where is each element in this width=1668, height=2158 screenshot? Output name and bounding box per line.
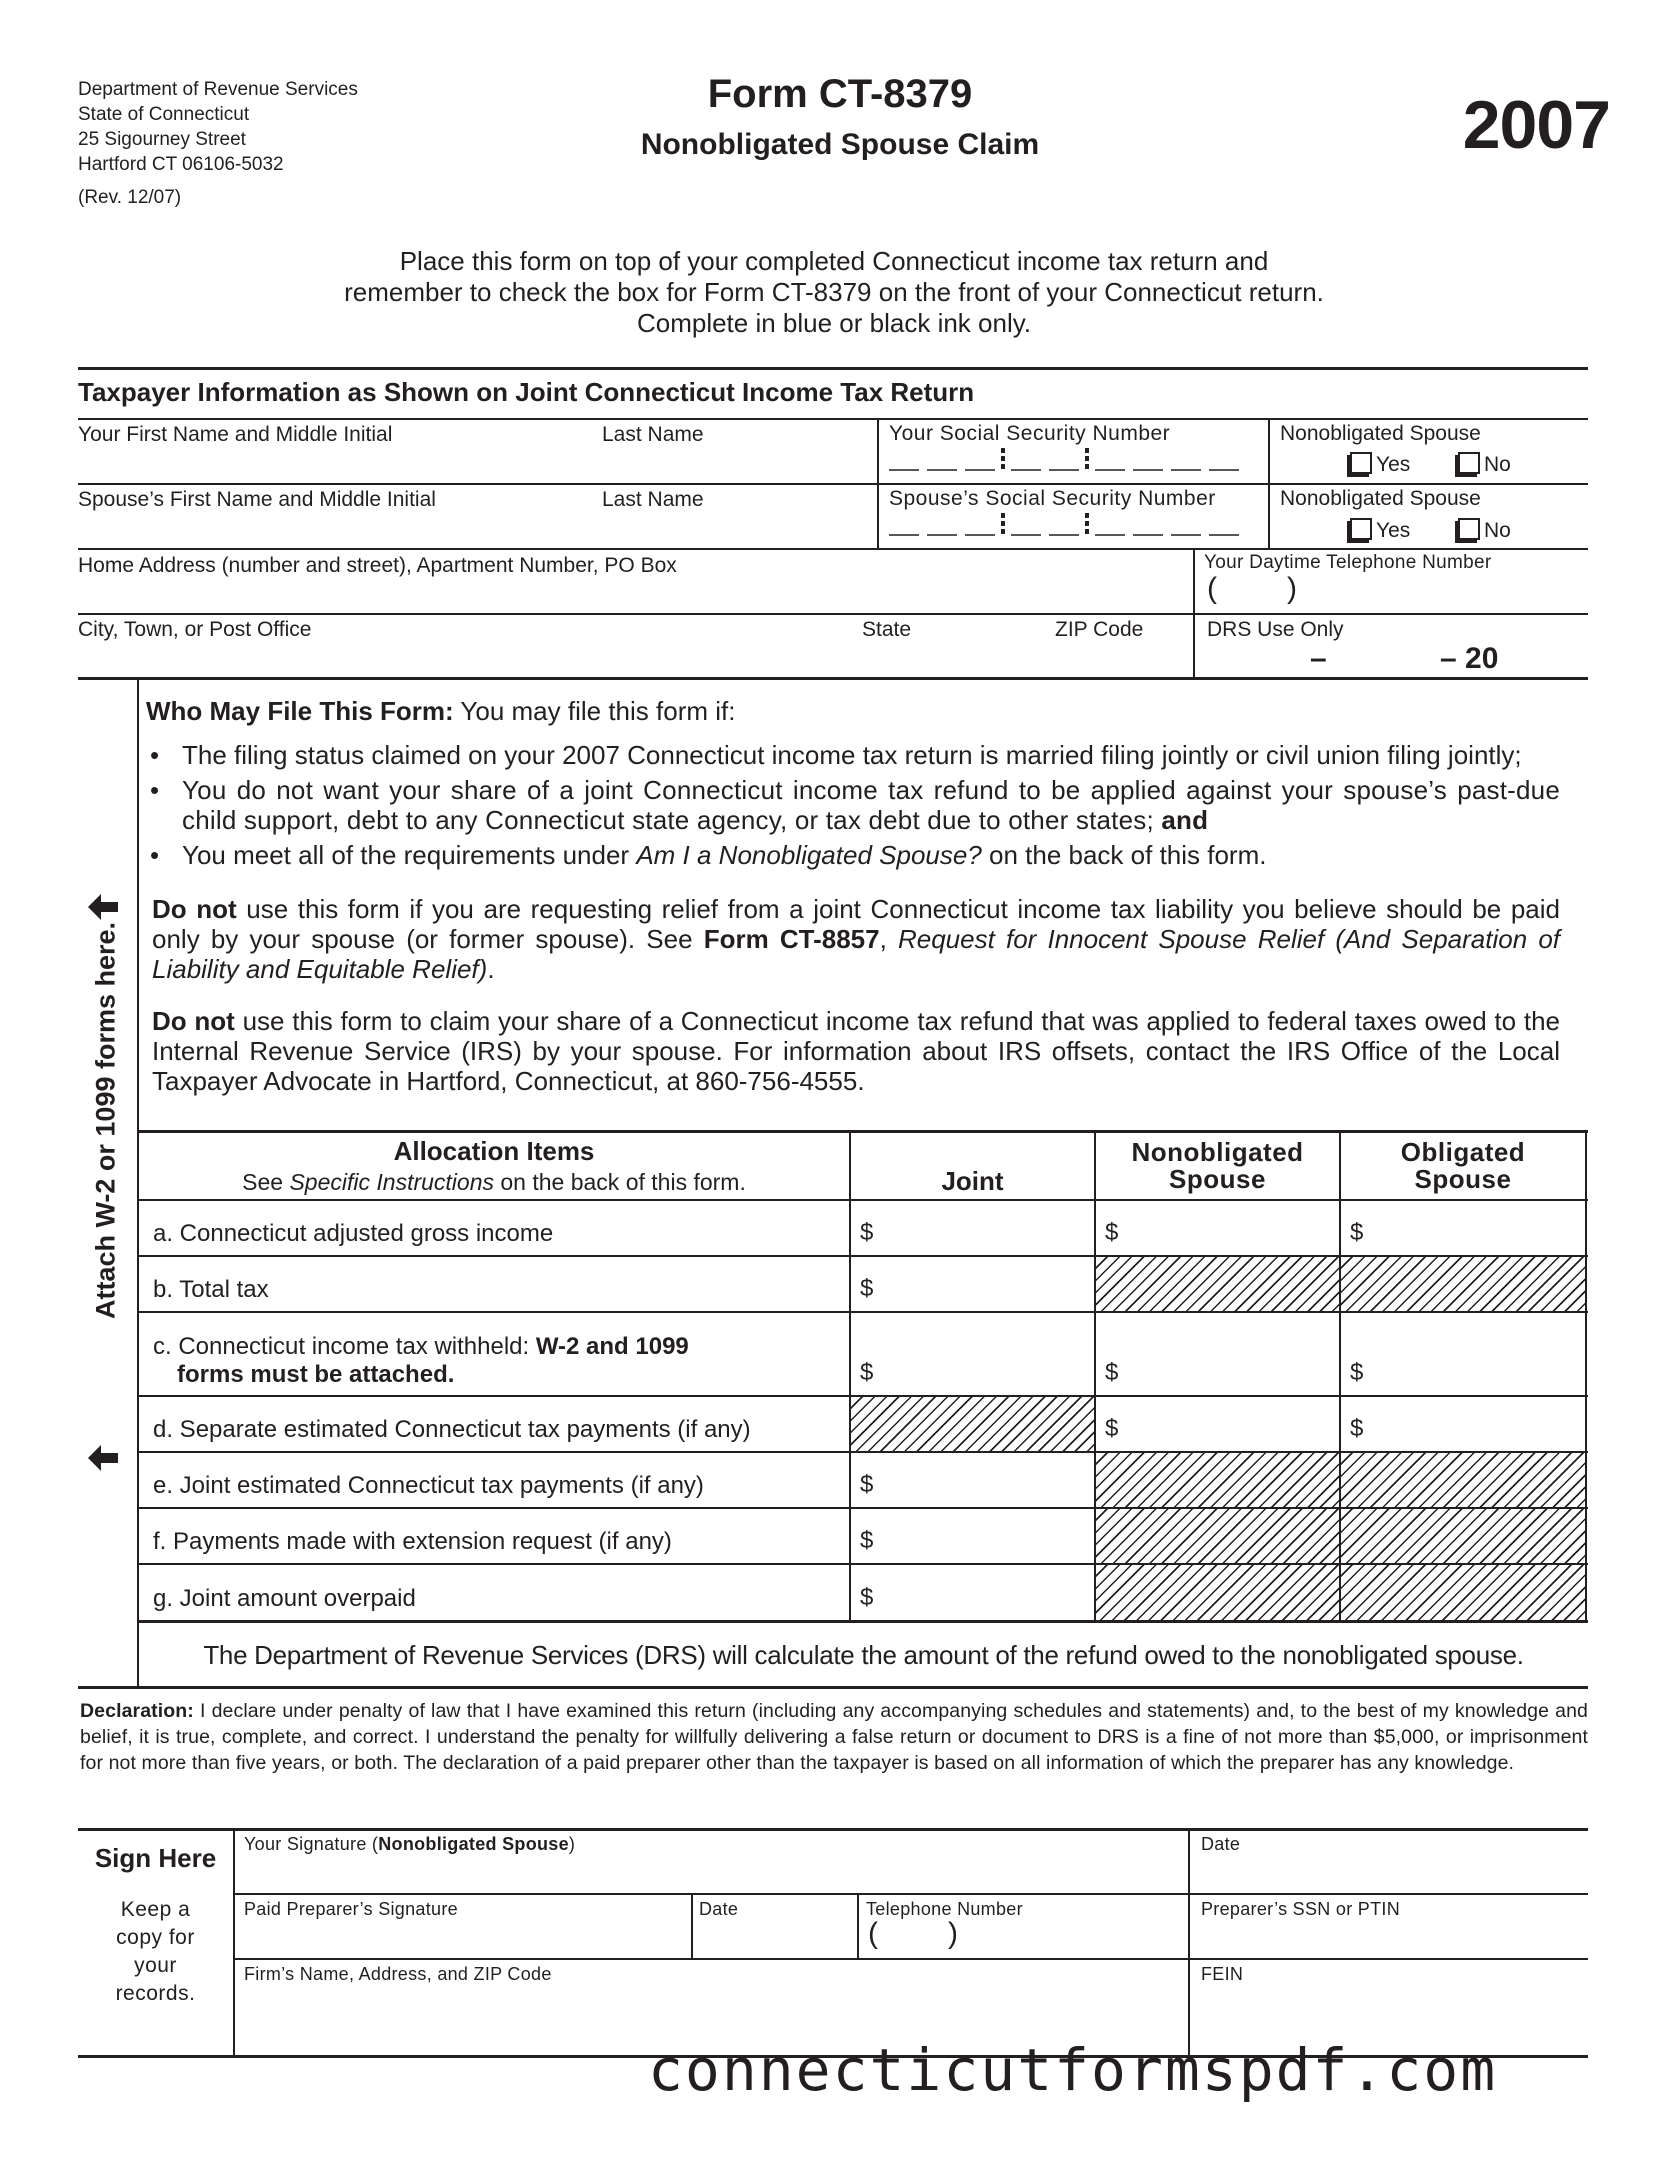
- col-header-obligated: [1341, 1139, 1585, 1193]
- firm-name-address-field[interactable]: Firm’s Name, Address, and ZIP Code: [244, 1964, 552, 1984]
- col-title-line: Spouse: [1414, 1164, 1512, 1194]
- col-title-line: Obligated: [1400, 1137, 1526, 1167]
- drs-year-suffix: – 20: [1440, 642, 1499, 675]
- spouse-first-name-field[interactable]: Spouse’s First Name and Middle Initial: [78, 488, 436, 511]
- revision: (Rev. 12/07): [78, 187, 182, 208]
- row-e-label: e. Joint estimated Connecticut tax payments (if any): [153, 1472, 704, 1499]
- text-italic: Specific Instructions: [289, 1169, 494, 1195]
- heading-rest: You may file this form if:: [453, 696, 736, 726]
- divider: [1188, 1830, 1190, 2055]
- intro-line: Place this form on top of your completed Connecticut income tax return and: [399, 246, 1269, 276]
- divider: [233, 1893, 1588, 1895]
- row-c-obligated-input[interactable]: $: [1350, 1359, 1364, 1386]
- paren: ): [1287, 572, 1297, 605]
- text-part: Your Signature (: [244, 1834, 379, 1854]
- preparer-telephone-field[interactable]: [868, 1917, 958, 1951]
- yes-label: Yes: [1376, 519, 1411, 542]
- row-g-joint-input[interactable]: $: [860, 1584, 874, 1611]
- nonobligated-spouse-label: Nonobligated Spouse: [1280, 422, 1481, 445]
- intro-line: remember to check the box for Form CT-8379 on the front of your Connecticut return.: [344, 277, 1324, 307]
- divider: [233, 1958, 1588, 1960]
- divider: [139, 1620, 1588, 1623]
- bullet-text-bold: and: [1161, 805, 1209, 835]
- row-c-joint-input[interactable]: $: [860, 1359, 874, 1386]
- no-label: No: [1484, 453, 1511, 476]
- row-c-label: [153, 1333, 689, 1389]
- col-header-items: [139, 1136, 849, 1196]
- row-a-nonobligated-input[interactable]: $: [1105, 1219, 1119, 1246]
- row-f-label: f. Payments made with extension request (if any): [153, 1528, 672, 1555]
- checkbox-icon[interactable]: [1350, 518, 1372, 540]
- sign-here-heading: Sign Here: [94, 1843, 217, 1873]
- hatched-cell: [1341, 1565, 1585, 1620]
- agency-line: State of Connecticut: [78, 104, 250, 125]
- spouse-nonobligated-yes[interactable]: [1350, 518, 1410, 543]
- refund-calculation-note: The Department of Revenue Services (DRS) will calculate the amount of the refund owed to the nonobligated spouse.: [203, 1640, 1524, 1670]
- hatched-cell: [1096, 1453, 1339, 1507]
- divider: [233, 1830, 235, 2055]
- first-name-field[interactable]: Your First Name and Middle Initial: [78, 423, 393, 446]
- preparer-date-field[interactable]: Date: [699, 1899, 739, 1919]
- spouse-last-name-field[interactable]: Last Name: [602, 488, 704, 511]
- nonobligated-no[interactable]: [1458, 452, 1511, 477]
- hatched-cell: [1341, 1257, 1585, 1311]
- divider: [877, 418, 879, 548]
- agency-line: Hartford CT 06106-5032: [78, 154, 284, 175]
- col-subtitle: [139, 1169, 849, 1196]
- row-a-obligated-input[interactable]: $: [1350, 1219, 1364, 1246]
- watermark: connecticutformspdf.com: [648, 2036, 1498, 2104]
- text-part: on the back of this form.: [494, 1169, 746, 1195]
- divider: [78, 1686, 1588, 1689]
- attach-forms-note: Attach W-2 or 1099 forms here.: [90, 921, 121, 1320]
- drs-use-only-label: DRS Use Only: [1207, 618, 1344, 641]
- form-reference: Form CT-8857: [703, 924, 880, 954]
- bullet-item: • The filing status claimed on your 2007 Connecticut income tax return is married filing jointly or civil union filing jointly;: [150, 740, 1522, 770]
- bullet-text-main: You do not want your share of a joint Connecticut income tax refund to be applied against your spouse’s past-due child support, debt to any Connecticut state agency, or tax debt due to other states;: [182, 775, 1560, 835]
- bullet-text: The filing status claimed on your 2007 Connecticut income tax return is married filing jointly or civil union filing jointly;: [182, 740, 1522, 770]
- divider: [139, 1130, 1588, 1133]
- text-part: use this form to claim your share of a Connecticut income tax refund that was applied to federal taxes owed to the Internal Revenue Service (IRS) by your spouse. For information about IRS offsets, contact the IRS Office of the Local Taxpayer Advocate in Hartford, Connecticut, at 860-756-4555.: [152, 1006, 1560, 1096]
- row-d-obligated-input[interactable]: $: [1350, 1415, 1364, 1442]
- text-part: ,: [879, 924, 898, 954]
- bullet-text: [182, 775, 1560, 835]
- divider: [1193, 548, 1195, 679]
- divider: [78, 548, 1588, 550]
- text-part: c. Connecticut income tax withheld:: [153, 1333, 536, 1360]
- divider: [78, 483, 1588, 485]
- row-g-label: g. Joint amount overpaid: [153, 1585, 416, 1612]
- agency-line: 25 Sigourney Street: [78, 129, 246, 150]
- divider: [78, 613, 1588, 615]
- do-not-bold: Do not: [152, 894, 237, 924]
- ssn-label: Your Social Security Number: [889, 422, 1171, 445]
- signature-date-field[interactable]: Date: [1201, 1834, 1241, 1854]
- text-part: use this form if you are requesting relief from a joint Connecticut income tax liability you believe should be paid only by your spouse (or former spouse). See: [152, 894, 1560, 954]
- row-c-nonobligated-input[interactable]: $: [1105, 1359, 1119, 1386]
- no-label: No: [1484, 519, 1511, 542]
- agency-address: [78, 77, 358, 177]
- hatched-cell: [1096, 1257, 1339, 1311]
- note-line: copy for: [116, 1926, 195, 1949]
- divider: [139, 1199, 1588, 1201]
- declaration: [80, 1698, 1588, 1776]
- row-a-joint-input[interactable]: $: [860, 1219, 874, 1246]
- divider: [691, 1893, 693, 1958]
- row-b-label: b. Total tax: [153, 1276, 269, 1303]
- form-title: Form CT-8379: [707, 72, 973, 116]
- text-bold: W-2 and 1099: [535, 1333, 689, 1360]
- bullet-item: • You meet all of the requirements under Am I a Nonobligated Spouse? on the back of this form.: [150, 840, 1267, 870]
- bullet-text-part: on the back of this form.: [981, 840, 1267, 870]
- note-line: your: [134, 1954, 177, 1977]
- hatched-cell: [1341, 1509, 1585, 1563]
- do-not-bold: Do not: [152, 1006, 235, 1036]
- last-name-field[interactable]: Last Name: [602, 423, 704, 446]
- row-d-nonobligated-input[interactable]: $: [1105, 1415, 1119, 1442]
- preparer-telephone-label: Telephone Number: [866, 1899, 1023, 1919]
- text-bold: Nonobligated Spouse: [378, 1834, 569, 1854]
- preparer-ssn-field[interactable]: Preparer’s SSN or PTIN: [1201, 1899, 1400, 1919]
- bullet-text: [182, 840, 1266, 870]
- agency-line: Department of Revenue Services: [78, 79, 358, 100]
- who-may-file-heading: [146, 696, 735, 727]
- form-title-italic: Request for Innocent Spouse Relief (And Separation of Liability and Equitable Relief): [152, 924, 1561, 984]
- bullet-text-part: You meet all of the requirements under: [182, 840, 637, 870]
- bullet-item: • You do not want your share of a joint Connecticut income tax refund to be applied against your spouse’s past-due child support, debt to any Connecticut state agency, or tax debt due to other states; and: [150, 775, 1560, 835]
- note-line: records.: [115, 1982, 196, 2005]
- note-line: Keep a: [120, 1898, 191, 1921]
- checkbox-icon[interactable]: [1458, 518, 1480, 540]
- phone-field[interactable]: [1207, 572, 1297, 606]
- taxpayer-section-title: Taxpayer Information as Shown on Joint Connecticut Income Tax Return: [78, 377, 975, 407]
- drs-dash: –: [1310, 642, 1327, 675]
- divider: [78, 1828, 1588, 1831]
- home-address-field[interactable]: Home Address (number and street), Apartment Number, PO Box: [78, 554, 677, 577]
- col-header-nonobligated: [1096, 1139, 1339, 1193]
- nonobligated-yes[interactable]: [1350, 452, 1410, 477]
- divider: [78, 367, 1588, 370]
- row-b-joint-input[interactable]: $: [860, 1275, 874, 1302]
- divider: [857, 1893, 859, 1958]
- eligibility-bullets: [150, 740, 1560, 870]
- spouse-ssn-field[interactable]: [889, 511, 1257, 541]
- city-field[interactable]: City, Town, or Post Office: [78, 618, 312, 641]
- hatched-cell: [1096, 1565, 1339, 1620]
- intro-text: [150, 246, 1518, 339]
- zip-field[interactable]: ZIP Code: [1055, 618, 1144, 641]
- ssn-field[interactable]: [889, 446, 1257, 476]
- phone-label: Your Daytime Telephone Number: [1204, 552, 1492, 573]
- row-f-joint-input[interactable]: $: [860, 1527, 874, 1554]
- intro-line: Complete in blue or black ink only.: [636, 308, 1032, 338]
- hatched-cell: [1096, 1509, 1339, 1563]
- heading-bold: Who May File This Form:: [146, 696, 454, 726]
- fein-field[interactable]: FEIN: [1201, 1964, 1244, 1984]
- declaration-text: I declare under penalty of law that I have examined this return (including any accompanying schedules and statements) and, to the best of my knowledge and belief, it is true, complete, and correct. I understand the penalty for willfully delivering a false return or document to DRS is a fine of not more than $5,000, or imprisonment for not more than five years, or both. The declaration of a paid preparer other than the taxpayer is based on all information of which the preparer has any knowledge.: [80, 1700, 1588, 1774]
- row-d-label: d. Separate estimated Connecticut tax payments (if any): [153, 1416, 751, 1443]
- col-title: Allocation Items: [393, 1136, 595, 1166]
- do-not-paragraph-1: [152, 894, 1560, 984]
- spouse-nonobligated-no[interactable]: [1458, 518, 1511, 543]
- text-part: See: [242, 1169, 290, 1195]
- divider: [1268, 418, 1270, 548]
- divider: [78, 418, 1588, 420]
- text-part: ): [568, 1834, 576, 1854]
- do-not-paragraph-2: [152, 1006, 1560, 1096]
- hatched-cell: [1341, 1453, 1585, 1507]
- form-subtitle: Nonobligated Spouse Claim: [640, 128, 1040, 161]
- arrow-left-icon: [88, 1445, 122, 1476]
- divider: [78, 677, 1588, 680]
- text-bold: forms must be attached.: [177, 1361, 455, 1388]
- col-title-line: Nonobligated: [1131, 1137, 1304, 1167]
- col-title-line: Spouse: [1169, 1164, 1266, 1194]
- paren: (: [868, 1917, 878, 1950]
- spouse-nonobligated-label: Nonobligated Spouse: [1280, 487, 1481, 510]
- paren: (: [1207, 572, 1217, 605]
- row-a-label: a. Connecticut adjusted gross income: [153, 1220, 554, 1247]
- paren: ): [948, 1917, 958, 1950]
- keep-copy-note: [78, 1896, 233, 2008]
- state-field[interactable]: State: [862, 618, 912, 641]
- divider: [1585, 1130, 1587, 1622]
- bullet-text-italic: Am I a Nonobligated Spouse?: [636, 840, 982, 870]
- checkbox-icon[interactable]: [1350, 452, 1372, 474]
- divider: [849, 1130, 851, 1622]
- divider: [139, 1311, 1588, 1313]
- preparer-signature-field[interactable]: Paid Preparer’s Signature: [244, 1899, 458, 1919]
- col-header-joint: Joint: [941, 1166, 1004, 1196]
- hatched-cell: [851, 1397, 1094, 1451]
- tax-year: 2007: [1462, 87, 1610, 163]
- declaration-label: Declaration:: [80, 1700, 194, 1722]
- yes-label: Yes: [1376, 453, 1411, 476]
- spouse-ssn-label: Spouse’s Social Security Number: [889, 487, 1216, 510]
- row-e-joint-input[interactable]: $: [860, 1471, 874, 1498]
- checkbox-icon[interactable]: [1458, 452, 1480, 474]
- nonobligated-signature-field[interactable]: [244, 1834, 575, 1855]
- text-part: .: [487, 954, 495, 984]
